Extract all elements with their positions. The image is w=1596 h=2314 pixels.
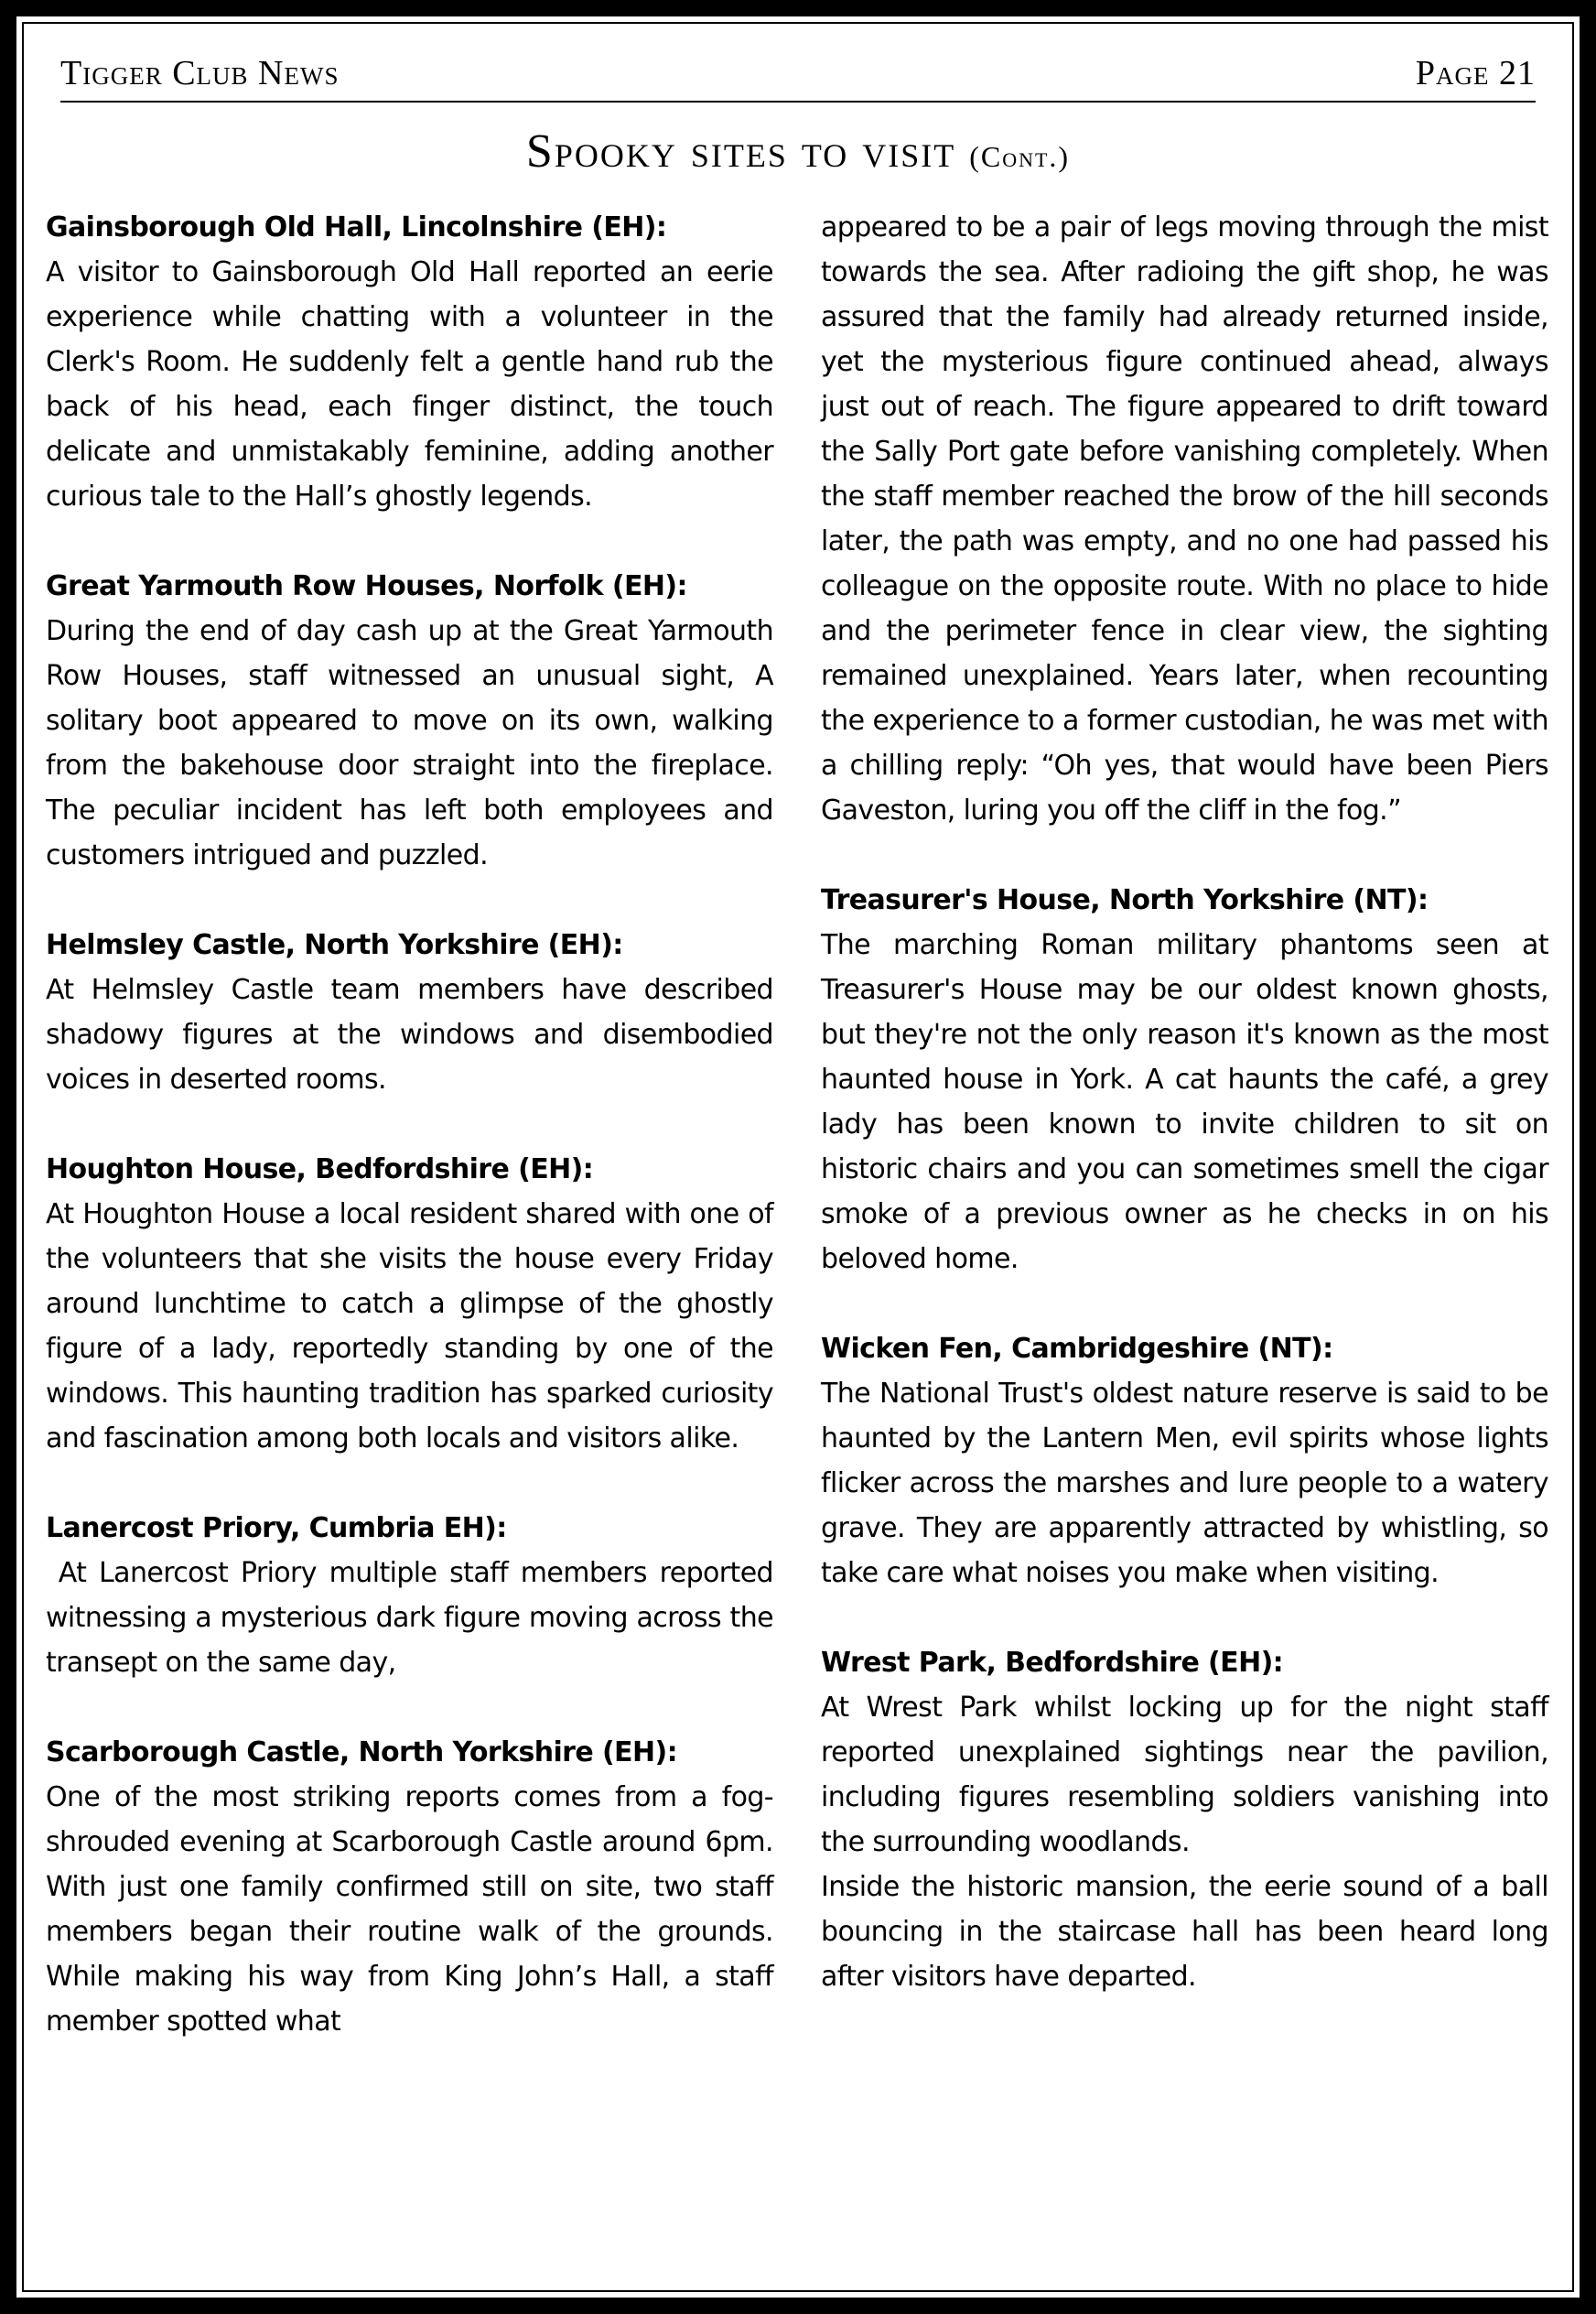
- entry-treasurers-house: [821, 878, 1548, 1281]
- page-number: Page 21: [1415, 54, 1536, 92]
- entry-gainsborough: [46, 205, 773, 519]
- entry-lanercost: [46, 1506, 782, 1685]
- entry-helmsley: [46, 923, 773, 1102]
- entry-heading: Wicken Fen, Cambridgeshire (NT):: [821, 1333, 1333, 1365]
- running-header: [60, 51, 1536, 103]
- entry-heading: Lanercost Priory, Cumbria EH):: [46, 1512, 507, 1544]
- entry-heading: Great Yarmouth Row Houses, Norfolk (EH):: [46, 570, 687, 602]
- entry-body-continued: appeared to be a pair of legs moving through the mist towards the sea. After radioing the gift shop, he was assured that the family had already returned inside, yet the mysterious figure continued ahead, always just out of reach. The figure appeared to drift toward the Sally Port gate before vanishing completely. When the staff member reached the brow of the hill seconds later, the path was empty, and no one had passed his colleague on the opposite route. With no place to hide and the perimeter fence in clear view, the sighting remained unexplained. Years later, when recounting the experience to a former custodian, he was met with a chilling reply: “Oh yes, that would have been Piers Gaveston, luring you off the cliff in the fog.”: [821, 211, 1548, 827]
- entry-body: The National Trust's oldest nature reserve is said to be haunted by the Lantern Men, evil spirits whose lights flicker across the marshes and lure people to a watery grave. They are apparently attracted by whistling, so take care what noises you make when visiting.: [821, 1378, 1548, 1589]
- entry-body: The marching Roman military phantoms seen at Treasurer's House may be our oldest known ghosts, but they're not the only reason it's known as the most haunted house in York. A cat haunts the café, a grey lady has been known to invite children to sit on historic chairs and you can sometimes smell the cigar smoke of a previous owner as he checks in on his beloved home.: [821, 929, 1548, 1275]
- entry-wrest-park: [821, 1640, 1548, 1999]
- entry-body: At Wrest Park whilst locking up for the night staff reported unexplained sightings near the pavilion, including figures resembling soldiers vanishing into the surrounding woodlands.: [821, 1692, 1548, 1858]
- entry-heading: Gainsborough Old Hall, Lincolnshire (EH):: [46, 211, 667, 243]
- article-title-text: Spooky sites to visit: [525, 125, 956, 178]
- entry-heading: Scarborough Castle, North Yorkshire (EH):: [46, 1736, 677, 1768]
- entry-body: One of the most striking reports comes from a fog-shrouded evening at Scarborough Castle around 6pm. With just one family confirmed still on site, two staff members began their routine walk of the grounds. While making his way from King John’s Hall, a staff member spotted what: [46, 1781, 773, 2038]
- left-column: [46, 205, 782, 2089]
- publication-name: Tigger Club News: [60, 54, 340, 92]
- entry-heading: Treasurer's House, North Yorkshire (NT):: [821, 884, 1429, 916]
- entry-body: A visitor to Gainsborough Old Hall reported an eerie experience while chatting with a volunteer in the Clerk's Room. He suddenly felt a gentle hand rub the back of his head, each finger distinct, the touch delicate and unmistakably feminine, adding another curious tale to the Hall’s ghostly legends.: [46, 256, 773, 513]
- right-column: [821, 205, 1548, 2044]
- entry-body: At Helmsley Castle team members have described shadowy figures at the windows and disembodied voices in deserted rooms.: [46, 974, 773, 1096]
- entry-heading: Helmsley Castle, North Yorkshire (EH):: [46, 929, 623, 961]
- article-title: [16, 124, 1580, 178]
- entry-heading: Houghton House, Bedfordshire (EH):: [46, 1153, 594, 1185]
- page-sheet: [16, 16, 1580, 2298]
- page-border: [9, 9, 1587, 2305]
- entry-body: At Lanercost Priory multiple staff members reported witnessing a mysterious dark figure moving across the transept on the same day,: [46, 1557, 782, 1679]
- entry-scarborough-continued: [821, 205, 1548, 833]
- entry-great-yarmouth: [46, 564, 773, 878]
- entry-houghton: [46, 1147, 773, 1461]
- article-title-suffix: (Cont.): [969, 140, 1071, 173]
- entry-body: At Houghton House a local resident shared with one of the volunteers that she visits the house every Friday around lunchtime to catch a glimpse of the ghostly figure of a lady, reportedly standing by one of the windows. This haunting tradition has sparked curiosity and fascination among both locals and visitors alike.: [46, 1198, 773, 1454]
- entry-body-second: Inside the historic mansion, the eerie sound of a ball bouncing in the staircase hall has been heard long after visitors have departed.: [821, 1871, 1548, 1993]
- entry-wicken-fen: [821, 1326, 1548, 1595]
- entry-scarborough: [46, 1730, 773, 2044]
- entry-body: During the end of day cash up at the Great Yarmouth Row Houses, staff witnessed an unusual sight, A solitary boot appeared to move on its own, walking from the bakehouse door straight into the fireplace. The peculiar incident has left both employees and customers intrigued and puzzled.: [46, 615, 773, 871]
- entry-heading: Wrest Park, Bedfordshire (EH):: [821, 1647, 1284, 1679]
